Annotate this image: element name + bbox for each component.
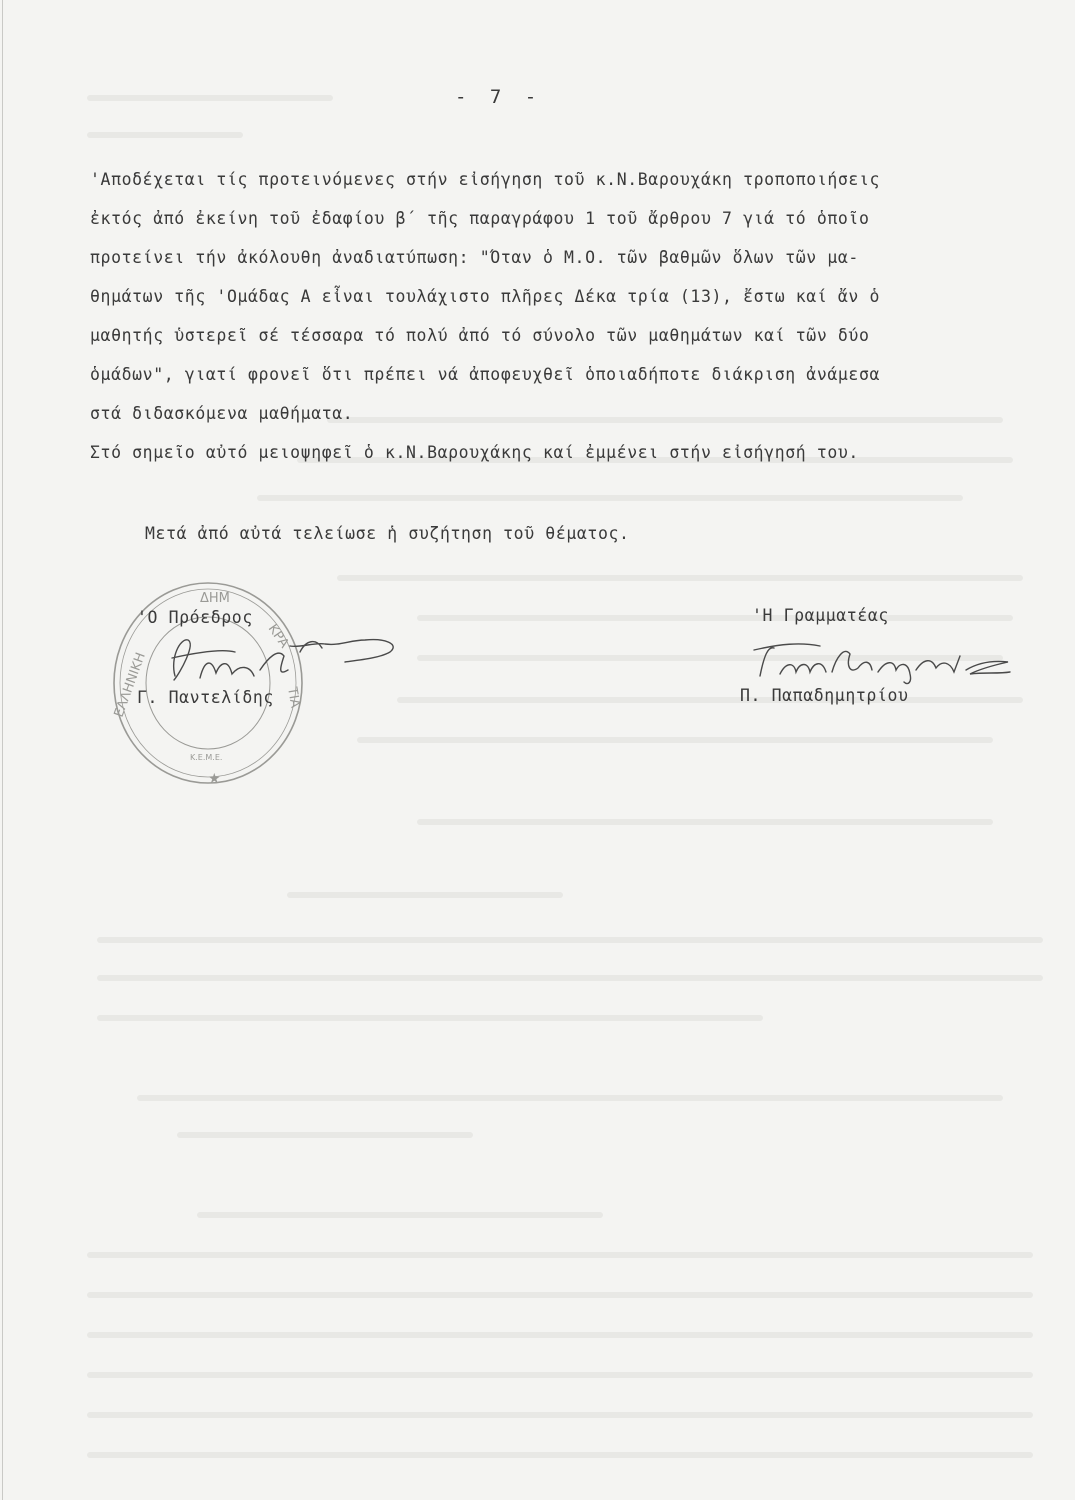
paragraph-line: ὁμάδων", γιατί φρονεῖ ὅτι πρέπει νά ἀποφευχθεῖ ὁποιαδήποτε διάκριση ἀνάμεσα — [90, 365, 881, 384]
secretary-signature — [740, 636, 1020, 686]
chairman-title: 'Ο Πρόεδρος — [137, 608, 253, 627]
paragraph-line: μαθητής ὑστερεῖ σέ τέσσαρα τό πολύ ἀπό τό σύνολο τῶν μαθημάτων καί τῶν δύο — [90, 326, 870, 345]
paragraph-line: Στό σημεῖο αὐτό μειοψηφεῖ ὁ κ.Ν.Βαρουχάκης καί ἐμμένει στήν εἰσήγησή του. — [90, 443, 859, 462]
svg-text:ΔΗΜ: ΔΗΜ — [200, 591, 230, 606]
page-number: - 7 - — [455, 86, 543, 108]
paragraph-line: στά διδασκόμενα μαθήματα. — [90, 404, 354, 423]
svg-text:ΚΡΑ: ΚΡΑ — [264, 621, 292, 651]
chairman-signature — [150, 618, 410, 698]
svg-text:ΕΛΛΗΝΙΚΗ: ΕΛΛΗΝΙΚΗ — [111, 650, 149, 720]
paragraph-line: ἐκτός ἀπό ἐκείνη τοῦ ἐδαφίου β΄ τῆς παραγράφου 1 τοῦ ἄρθρου 7 γιά τό ὁποῖο — [90, 209, 870, 228]
paragraph-line: 'Αποδέχεται τίς προτεινόμενες στήν εἰσήγηση τοῦ κ.Ν.Βαρουχάκη τροποποιήσεις — [90, 170, 881, 189]
secretary-name: Π. Παπαδημητρίου — [740, 686, 909, 705]
paragraph-line: προτείνει τήν ἀκόλουθη ἀναδιατύπωση: "Όταν ὁ Μ.Ο. τῶν βαθμῶν ὅλων τῶν μα- — [90, 248, 859, 267]
closing-statement: Μετά ἀπό αὐτά τελείωσε ἡ συζήτηση τοῦ θέματος. — [145, 524, 630, 543]
star-icon: ★ — [208, 771, 221, 787]
svg-text:K.E.M.E.: K.E.M.E. — [190, 753, 223, 762]
svg-text:ΤΙΑ: ΤΙΑ — [284, 686, 303, 710]
paragraph-line: θημάτων τῆς 'Ομάδας Α εἶναι τουλάχιστο πλῆρες Δέκα τρία (13), ἔστω καί ἄν ὁ — [90, 287, 881, 306]
minutes-paragraph — [90, 160, 970, 472]
secretary-title: 'Η Γραμματέας — [752, 606, 889, 625]
chairman-name: Γ. Παντελίδης — [137, 688, 274, 707]
